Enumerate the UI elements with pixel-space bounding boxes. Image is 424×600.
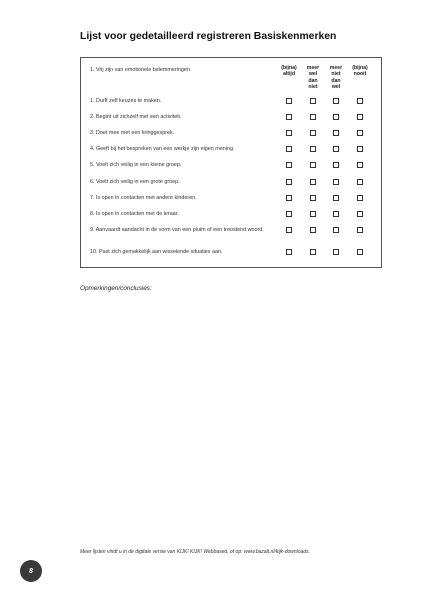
checklist-item-text: 2. Begint uit zichzelf met een activiteit.	[90, 114, 182, 120]
checkbox[interactable]	[333, 227, 339, 233]
column-header	[302, 65, 324, 91]
checklist-row	[81, 162, 381, 174]
column-header-line: wel	[331, 84, 341, 91]
checkbox[interactable]	[333, 130, 339, 136]
checklist-item-text: 3. Doet mee met een kringgesprek.	[90, 130, 175, 136]
column-header-line: meer	[306, 65, 320, 71]
column-header-line: (bijna)	[281, 65, 297, 71]
checkbox[interactable]	[286, 195, 292, 201]
checkbox[interactable]	[357, 179, 363, 185]
checkbox[interactable]	[357, 227, 363, 233]
checklist-row	[81, 227, 381, 239]
checklist-row	[81, 114, 381, 126]
footer-note: Meer lijsten vindt u in de digitale versie van KIJK! KIJK! Webbased, of op: www.bazalt.nl/kijk-downloads.	[80, 549, 311, 555]
column-header-line: altijd	[282, 71, 296, 78]
checkbox[interactable]	[357, 249, 363, 255]
checkbox[interactable]	[357, 195, 363, 201]
checkbox[interactable]	[310, 249, 316, 255]
checklist-item-text: 6. Voelt zich veilig in een grote groep.	[90, 179, 180, 185]
checklist-row	[81, 146, 381, 158]
checklist-row	[81, 249, 381, 261]
checkbox[interactable]	[310, 227, 316, 233]
checklist-item-text: 1. Durft zelf keuzes te maken.	[90, 98, 162, 104]
checkbox[interactable]	[357, 98, 363, 104]
checkbox[interactable]	[310, 195, 316, 201]
checklist-table	[80, 57, 382, 268]
checklist-row	[81, 98, 381, 110]
column-header	[349, 65, 371, 78]
checkbox[interactable]	[333, 146, 339, 152]
checkbox[interactable]	[286, 130, 292, 136]
page-number: 8	[20, 560, 42, 582]
checklist-item-text: 4. Geeft bij het bespreken van een werkje zijn eigen mening.	[90, 146, 235, 152]
remarks-label: Opmerkingen/conclusies:	[80, 285, 152, 292]
column-header-line: niet	[331, 71, 341, 78]
column-header-line: nooit	[353, 71, 367, 78]
column-header-line: niet	[308, 84, 318, 91]
column-header-line: dan	[331, 77, 341, 84]
checklist-row	[81, 130, 381, 142]
column-header-line: dan	[308, 77, 318, 84]
checkbox[interactable]	[357, 146, 363, 152]
page-title: Lijst voor gedetailleerd registreren Basiskenmerken	[80, 31, 337, 42]
section-label: 1. Vrij zijn van emotionele belemmeringen	[90, 67, 190, 73]
column-header-line: meer	[329, 65, 343, 71]
column-header-line: wel	[308, 71, 318, 78]
column-header-line: (bijna)	[352, 65, 368, 71]
checkbox[interactable]	[333, 195, 339, 201]
checkbox[interactable]	[357, 114, 363, 120]
checkbox[interactable]	[286, 249, 292, 255]
checkbox[interactable]	[310, 162, 316, 168]
checklist-item-text: 9. Aanvaardt aandacht in de vorm van een pluim of een troostend woord.	[90, 227, 264, 233]
checkbox[interactable]	[286, 162, 292, 168]
checkbox[interactable]	[310, 179, 316, 185]
checkbox[interactable]	[310, 114, 316, 120]
checklist-item-text: 8. Is open in contacten met de leraar.	[90, 211, 179, 217]
checkbox[interactable]	[310, 146, 316, 152]
checkbox[interactable]	[310, 211, 316, 217]
checkbox[interactable]	[357, 162, 363, 168]
checkbox[interactable]	[286, 211, 292, 217]
checkbox[interactable]	[310, 130, 316, 136]
checkbox[interactable]	[286, 98, 292, 104]
checklist-row	[81, 179, 381, 191]
checkbox[interactable]	[286, 227, 292, 233]
checklist-item-text: 5. Voelt zich veilig in een kleine groep.	[90, 162, 182, 168]
checkbox[interactable]	[333, 98, 339, 104]
checkbox[interactable]	[333, 162, 339, 168]
checklist-item-text: 7. Is open in contacten met andere kinderen.	[90, 195, 197, 201]
checkbox[interactable]	[286, 179, 292, 185]
checkbox[interactable]	[357, 130, 363, 136]
checklist-row	[81, 195, 381, 207]
column-header	[325, 65, 347, 91]
checkbox[interactable]	[333, 211, 339, 217]
checklist-item-text: 10. Past zich gemakkelijk aan wisselende situaties aan.	[90, 249, 223, 255]
checkbox[interactable]	[286, 114, 292, 120]
checkbox[interactable]	[333, 249, 339, 255]
column-header	[278, 65, 300, 78]
checkbox[interactable]	[357, 211, 363, 217]
checklist-row	[81, 211, 381, 223]
checkbox[interactable]	[333, 114, 339, 120]
checkbox[interactable]	[333, 179, 339, 185]
checkbox[interactable]	[286, 146, 292, 152]
checkbox[interactable]	[310, 98, 316, 104]
